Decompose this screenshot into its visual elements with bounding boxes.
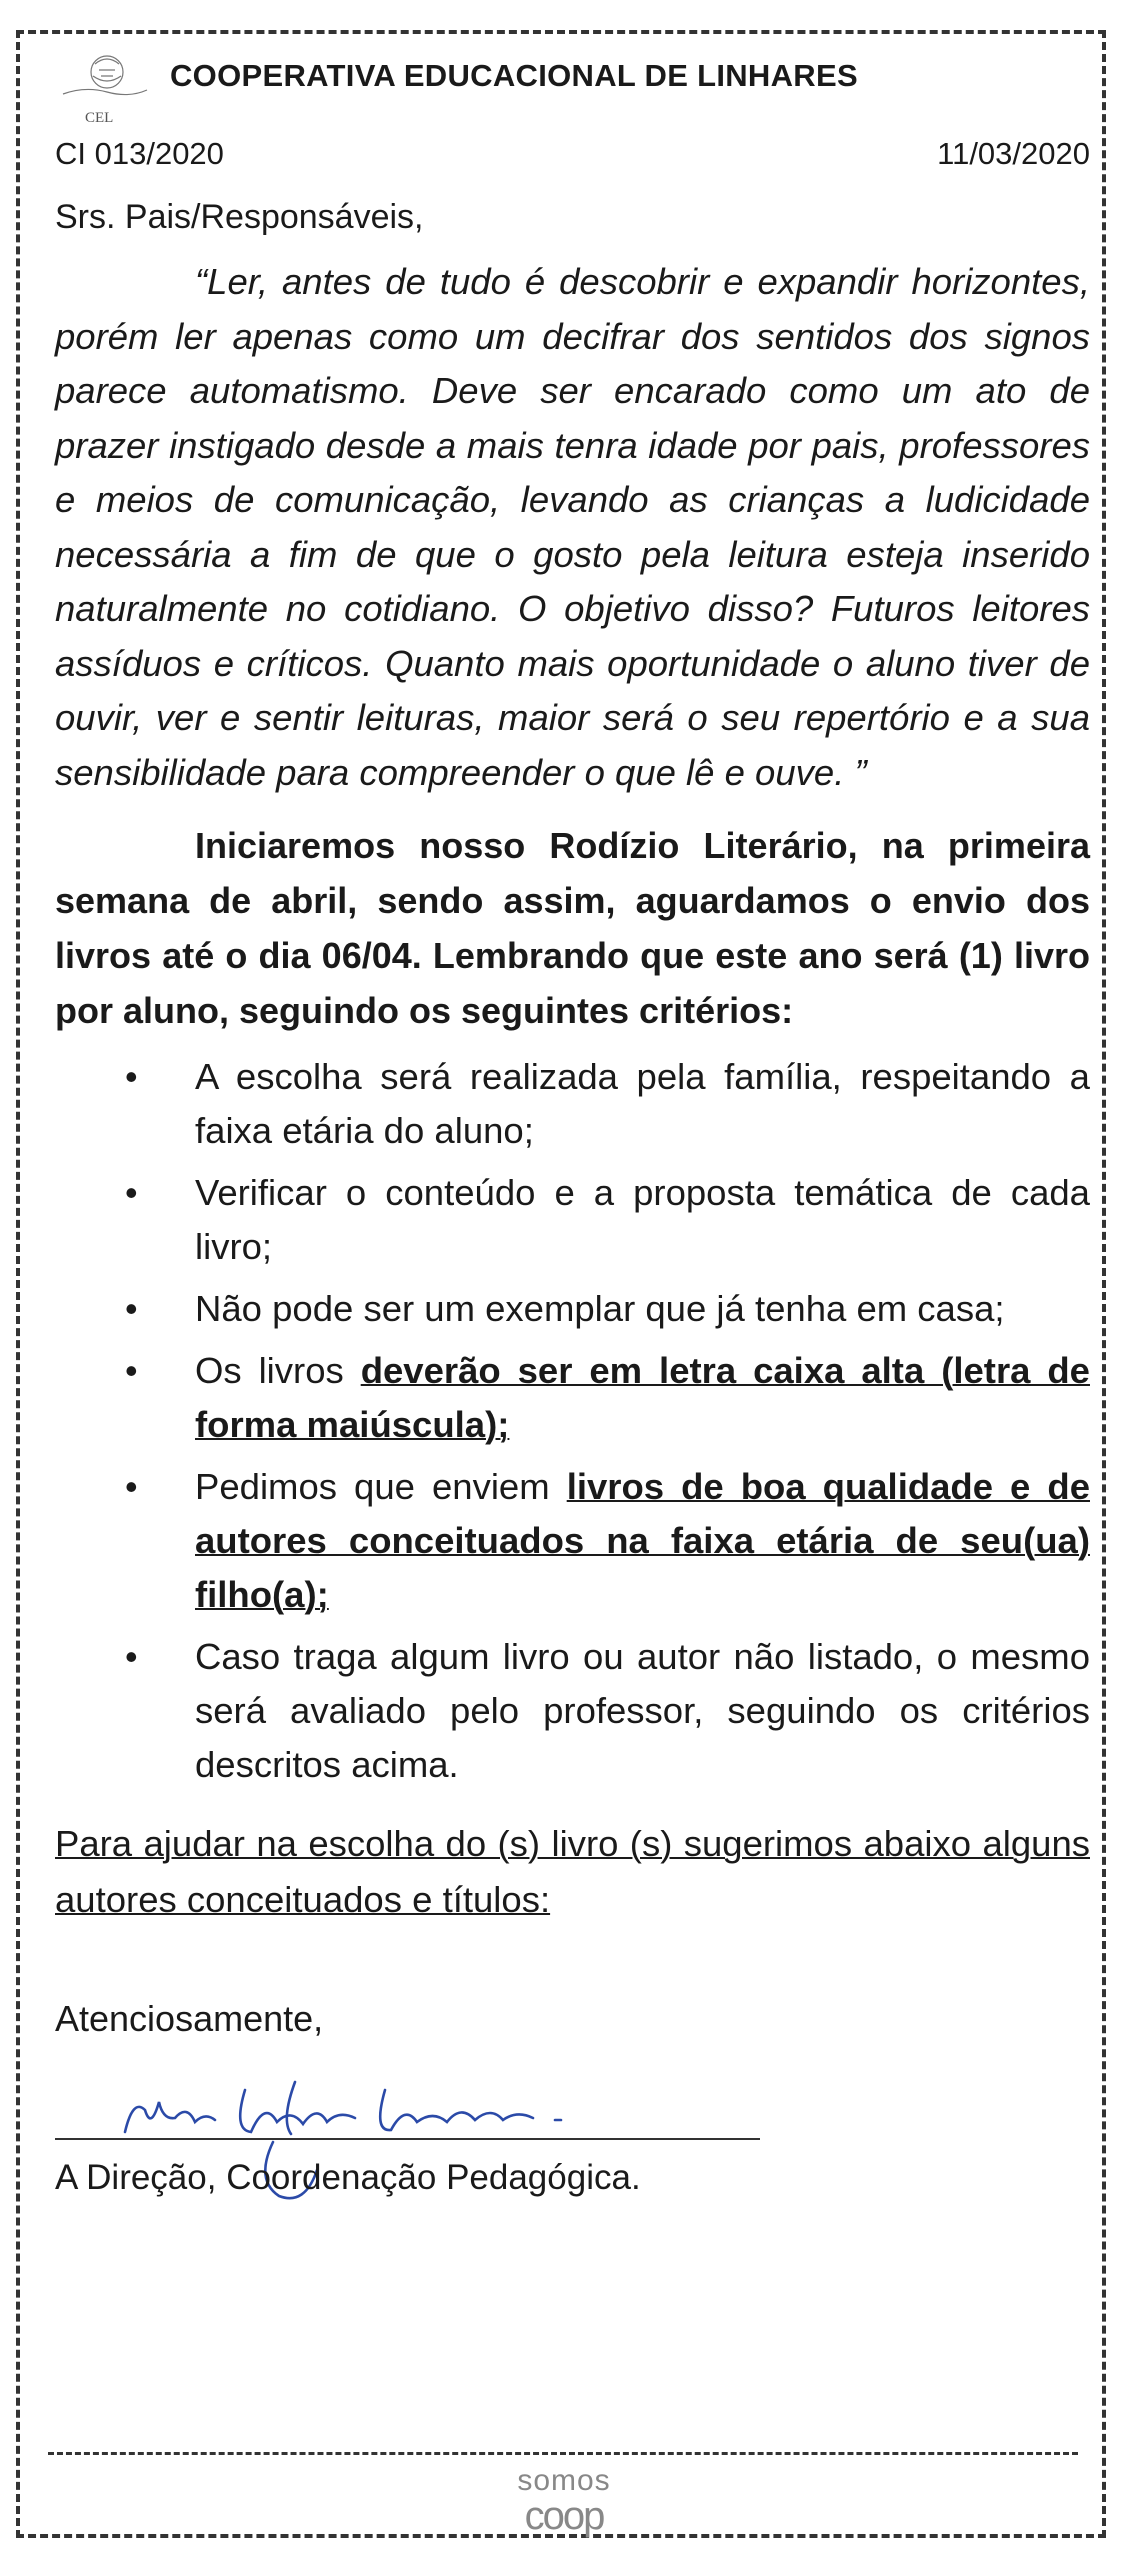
criteria-text: Verificar o conteúdo e a proposta temática de cada livro; xyxy=(195,1172,1090,1267)
criteria-item xyxy=(55,1282,1090,1336)
footer-logo xyxy=(484,2466,644,2536)
criteria-item xyxy=(55,1630,1090,1792)
letter-header xyxy=(55,52,1090,126)
letter-content xyxy=(55,52,1090,2210)
criteria-emphasis: livros de boa qualidade e de autores conceituados na faixa etária de seu(ua) filho(a); xyxy=(195,1466,1090,1615)
footer-logo-coop: coop xyxy=(524,2494,604,2538)
footer-logo-somos: somos xyxy=(517,2464,611,2497)
criteria-item xyxy=(55,1460,1090,1622)
criteria-text: A escolha será realizada pela família, respeitando a faixa etária do aluno; xyxy=(195,1056,1090,1151)
intro-paragraph: Iniciaremos nosso Rodízio Literário, na primeira semana de abril, sendo assim, aguardamos o envio dos livros até o dia 06/04. Lembrando que este ano será (1) livro por aluno, seguindo os seguintes critérios: xyxy=(55,825,1090,1031)
bullet-icon: • xyxy=(125,1350,138,1391)
criteria-item xyxy=(55,1050,1090,1158)
criteria-emphasis: deverão ser em letra caixa alta (letra de forma maiúscula); xyxy=(195,1350,1090,1445)
bullet-icon: • xyxy=(125,1466,138,1507)
criteria-item xyxy=(55,1344,1090,1452)
letter-meta xyxy=(55,136,1090,198)
footer-separator xyxy=(48,2452,1078,2455)
closing-salutation: Atenciosamente, xyxy=(55,1998,324,2039)
bullet-icon: • xyxy=(125,1056,138,1097)
bullet-icon: • xyxy=(125,1636,138,1677)
criteria-prefix: Pedimos que enviem xyxy=(195,1466,567,1507)
signature-block xyxy=(55,2060,1090,2210)
bullet-icon: • xyxy=(125,1172,138,1213)
document-code: CI 013/2020 xyxy=(55,136,224,171)
bullet-icon: • xyxy=(125,1288,138,1329)
suggestion-paragraph: Para ajudar na escolha do (s) livro (s) sugerimos abaixo alguns autores conceituados e títulos: xyxy=(55,1823,1090,1920)
criteria-text: Não pode ser um exemplar que já tenha em casa; xyxy=(195,1288,1005,1329)
logo-label: CEL xyxy=(85,110,114,126)
organization-name: COOPERATIVA EDUCACIONAL DE LINHARES xyxy=(170,58,858,93)
reading-quote: “Ler, antes de tudo é descobrir e expandir horizontes, porém ler apenas como um decifrar dos sentidos dos signos parece automatismo. Deve ser encarado como um ato de prazer instigado desde a mais tenra idade por pais, professores e meios de comunicação, levando as crianças a ludicidade necessária a fim de que o gosto pela leitura esteja inserido naturalmente no cotidiano. O objetivo disso? Futuros leitores assíduos e críticos. Quanto mais oportunidade o aluno tiver de ouvir, ver e sentir leituras, maior será o seu repertório e a sua sensibilidade para compreender o que lê e ouve. ” xyxy=(55,261,1090,793)
signature-line xyxy=(55,2138,760,2140)
school-logo-icon xyxy=(55,46,155,126)
criteria-item xyxy=(55,1166,1090,1274)
salutation: Srs. Pais/Responsáveis, xyxy=(55,198,424,236)
document-date: 11/03/2020 xyxy=(937,136,1090,171)
criteria-list xyxy=(55,1050,1090,1792)
criteria-text: Caso traga algum livro ou autor não listado, o mesmo será avaliado pelo professor, seguindo os critérios descritos acima. xyxy=(195,1636,1090,1785)
signer-name: A Direção, Coordenação Pedagógica. xyxy=(55,2158,641,2197)
criteria-prefix: Os livros xyxy=(195,1350,361,1391)
